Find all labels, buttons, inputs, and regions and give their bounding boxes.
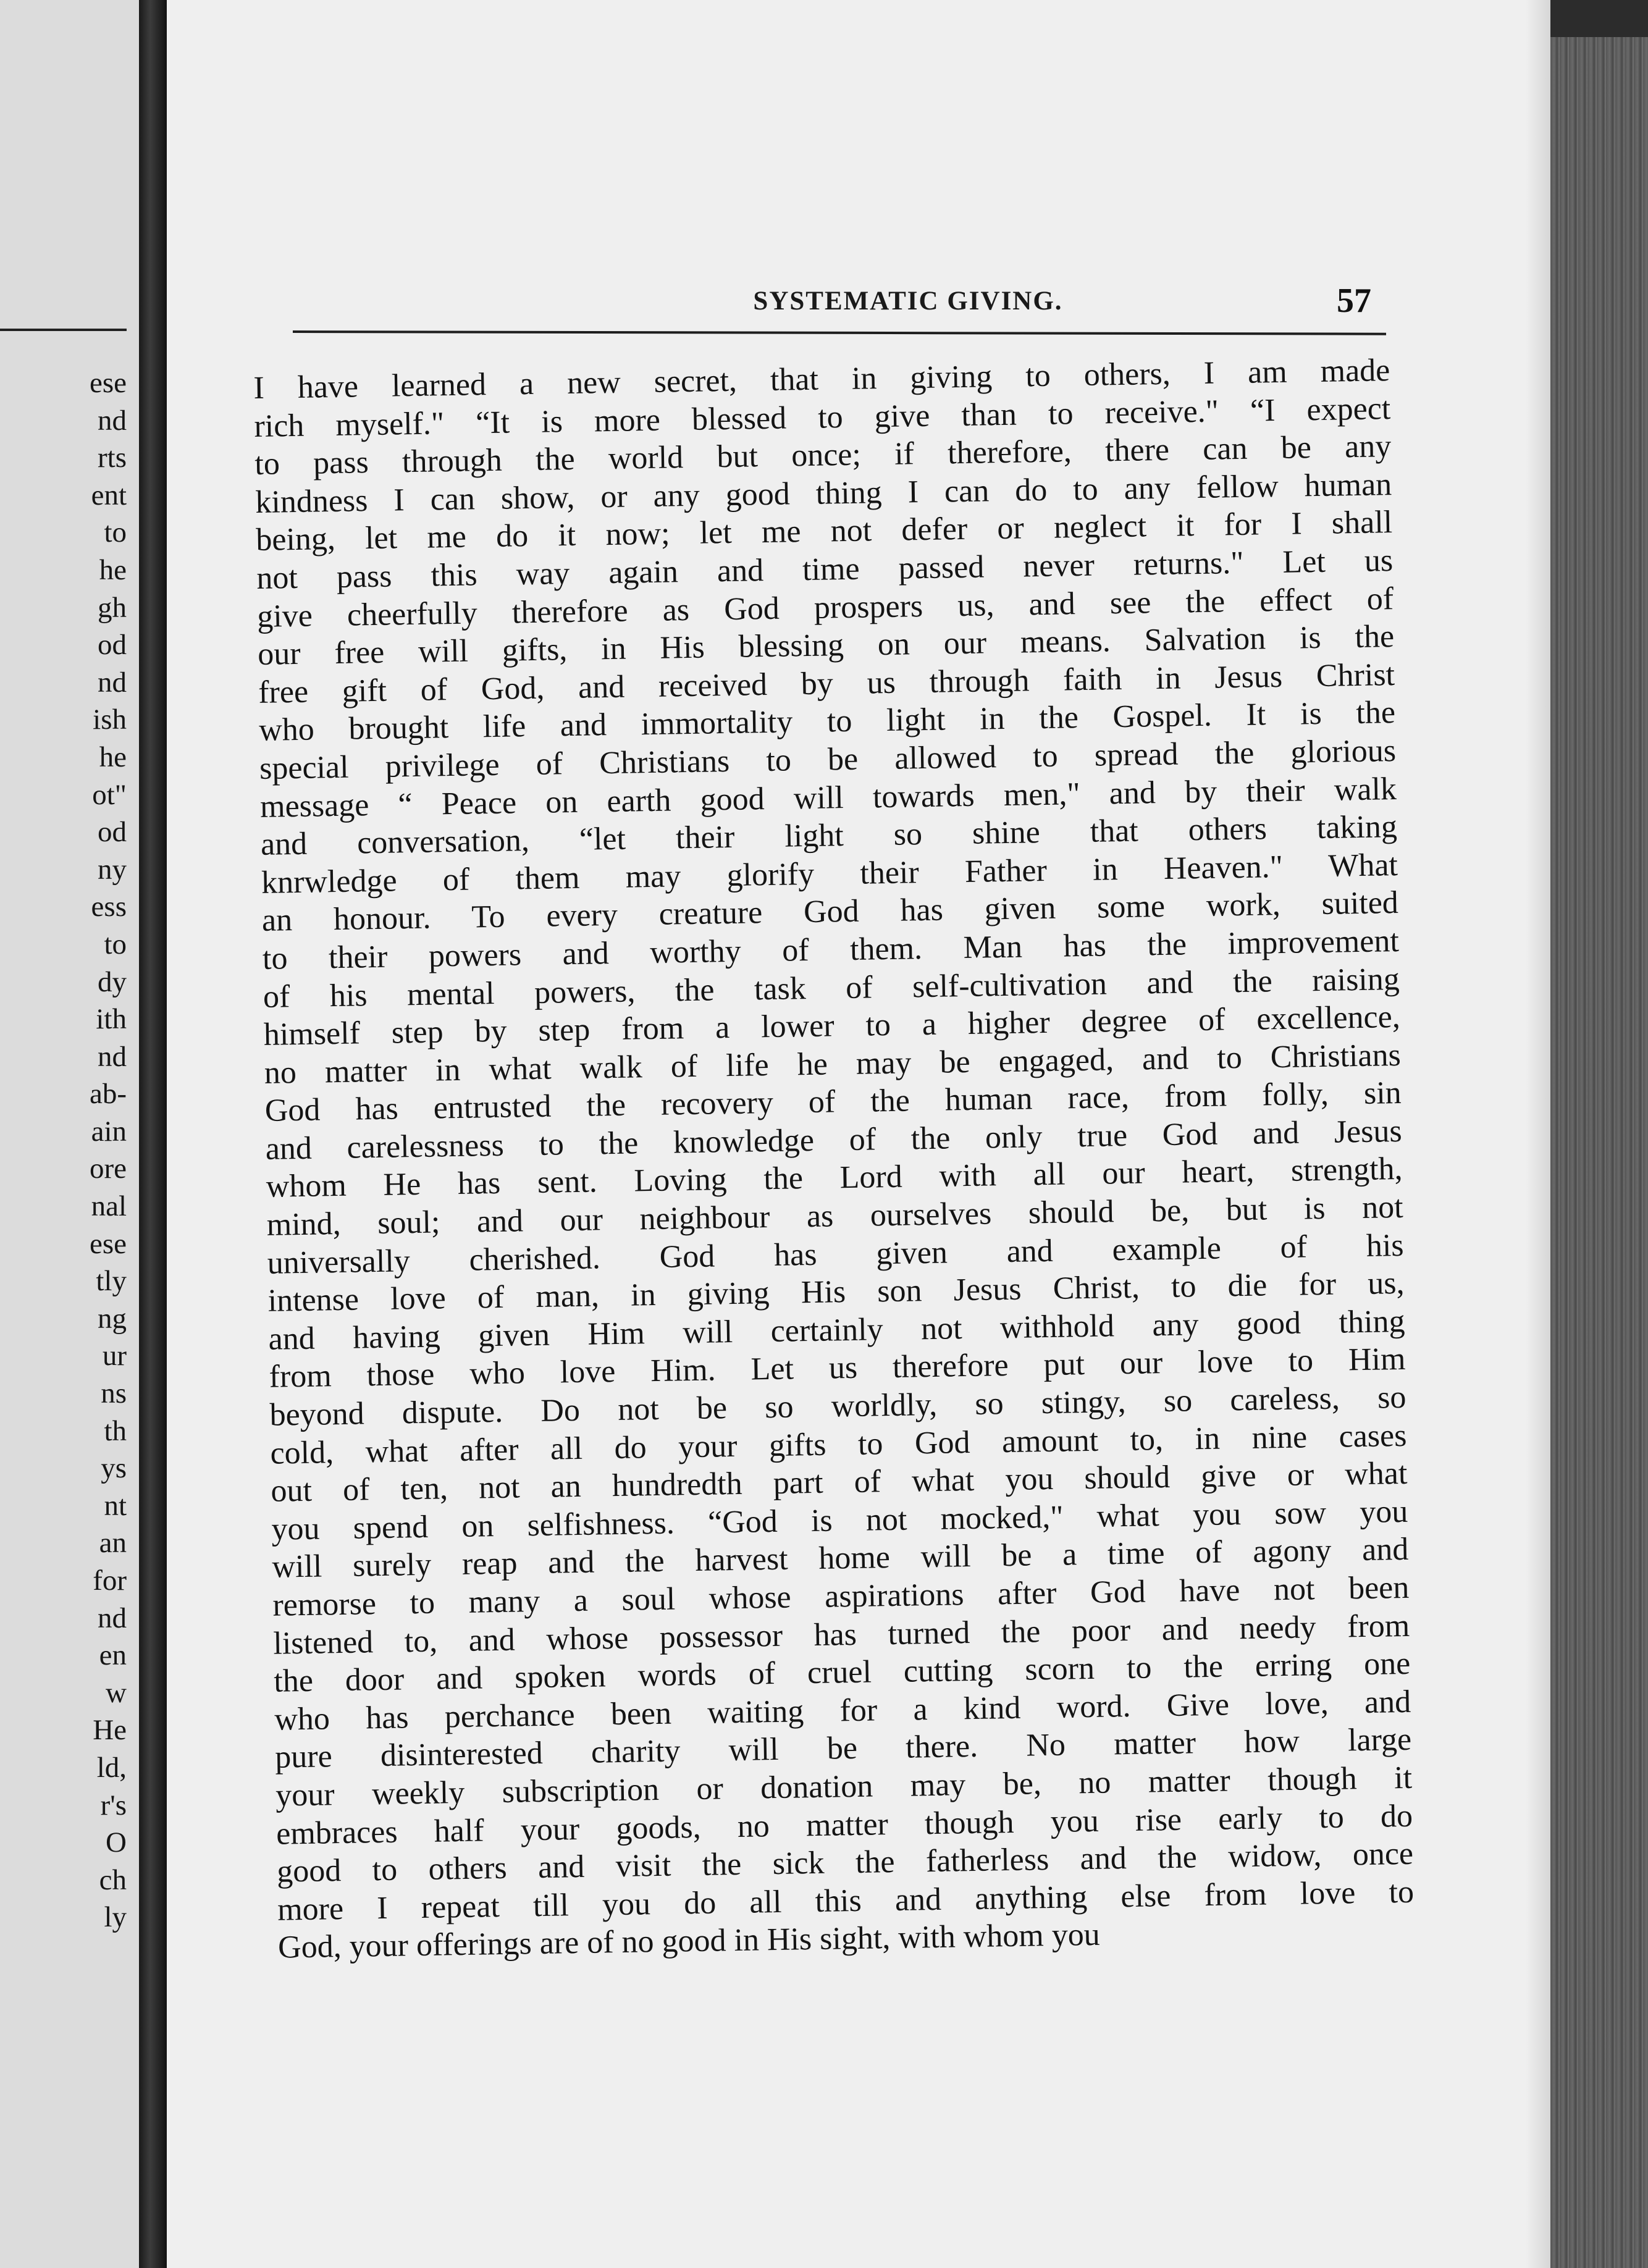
facing-page-fragment: he bbox=[99, 741, 127, 773]
facing-page-fragment: ese bbox=[89, 367, 127, 399]
page-number: 57 bbox=[1337, 282, 1371, 320]
text-line: I have learned a new secret, that in giving to others, I am made bbox=[253, 353, 1390, 406]
text-line: good to others and visit the sick the fatherless and the widow, once bbox=[276, 1836, 1414, 1889]
text-line: rich myself." “It is more blessed to give than to receive." “I expect bbox=[253, 390, 1391, 444]
facing-page-fragment: ny bbox=[98, 853, 127, 886]
text-line: free gift of God, and received by us through faith in Jesus Christ bbox=[258, 657, 1395, 710]
facing-page-fragment: ld, bbox=[96, 1751, 127, 1784]
text-line: not pass this way again and time passed never returns." Let us bbox=[256, 543, 1394, 596]
facing-page-fragment: ch bbox=[99, 1863, 127, 1896]
facing-page-fragment: He bbox=[93, 1714, 127, 1747]
text-line: to their powers and worthy of them. Man has the improvement bbox=[262, 923, 1400, 976]
facing-page-fragment: to bbox=[104, 516, 127, 549]
text-line: you spend on selfishness. “God is not mocked," what you sow you bbox=[271, 1493, 1408, 1547]
text-line: intense love of man, in giving His son Jesus Christ, to die for us, bbox=[267, 1266, 1405, 1319]
text-line: listened to, and whose possessor has turned the poor and needy from bbox=[272, 1608, 1410, 1661]
facing-page-fragment: tly bbox=[96, 1265, 127, 1298]
facing-page-fragment: ish bbox=[93, 704, 127, 736]
facing-page-fragment: rts bbox=[98, 442, 127, 474]
facing-page-fragment: ese bbox=[89, 1227, 127, 1260]
facing-page-fragment: O bbox=[106, 1826, 127, 1859]
facing-page-fragment: od bbox=[98, 816, 127, 849]
text-line: will surely reap and the harvest home will be a time of agony and bbox=[272, 1532, 1409, 1586]
facing-page-fragment: an bbox=[99, 1527, 127, 1560]
text-line: the door and spoken words of cruel cutting scorn to the erring one bbox=[273, 1646, 1411, 1699]
text-line: and having given Him will certainly not withhold any good thing bbox=[268, 1303, 1405, 1357]
book-gutter bbox=[139, 0, 167, 2268]
text-line: pure disinterested charity will be there. No matter how large bbox=[274, 1722, 1412, 1776]
text-line: and conversation, “let their light so shine that others taking bbox=[260, 809, 1398, 863]
text-line: knrwledge of them may glorify their Father in Heaven." What bbox=[261, 847, 1398, 901]
facing-page-fragment: ent bbox=[91, 479, 127, 511]
facing-page-fragment: he bbox=[99, 553, 127, 586]
facing-page-fragment: nt bbox=[104, 1489, 127, 1522]
facing-page-fragment: nd bbox=[98, 404, 127, 437]
facing-page-fragment: nal bbox=[91, 1190, 127, 1223]
text-line: out of ten, not an hundredth part of what you should give or what bbox=[271, 1456, 1408, 1509]
text-line: being, let me do it now; let me not defer or neglect it for I shall bbox=[255, 505, 1393, 558]
book-edge bbox=[1550, 37, 1648, 2268]
text-line: give cheerfully therefore as God prospers us, and see the effect of bbox=[256, 581, 1394, 634]
facing-page-fragment: ain bbox=[91, 1115, 127, 1148]
text-line: special privilege of Christians to be allowed to spread the glorious bbox=[259, 733, 1397, 786]
facing-page-fragment: nd bbox=[98, 1040, 127, 1073]
facing-page-fragment: ns bbox=[101, 1377, 127, 1410]
book-page bbox=[167, 0, 1550, 2268]
text-line: beyond dispute. Do not be so worldly, so stingy, so careless, so bbox=[269, 1379, 1406, 1433]
facing-page-fragment: ys bbox=[101, 1452, 127, 1485]
text-line: from those who love Him. Let us therefore put our love to Him bbox=[269, 1342, 1406, 1395]
facing-page-fragment: dy bbox=[98, 965, 127, 998]
text-line: your weekly subscription or donation may be, no matter though it bbox=[275, 1760, 1413, 1813]
text-line: of his mental powers, the task of self-cultivation and the raising bbox=[263, 961, 1400, 1015]
text-line: who has perchance been waiting for a kind word. Give love, and bbox=[274, 1684, 1411, 1737]
facing-page-fragment: ur bbox=[102, 1340, 127, 1372]
text-line: himself step by step from a lower to a higher degree of excellence, bbox=[263, 999, 1401, 1052]
text-line: God, your offerings are of no good in His sight, with whom you bbox=[277, 1917, 1101, 1966]
facing-page-fragment: to bbox=[104, 928, 127, 960]
header-rule bbox=[293, 330, 1386, 335]
facing-page-fragment: ot" bbox=[92, 778, 127, 811]
page-fold-shadow bbox=[1526, 0, 1550, 2268]
facing-page-fragment: for bbox=[93, 1564, 127, 1597]
text-line: message “ Peace on earth good will towards men," and by their walk bbox=[259, 771, 1397, 825]
text-line: whom He has sent. Loving the Lord with all our heart, strength, bbox=[266, 1151, 1403, 1205]
running-title: SYSTEMATIC GIVING. bbox=[753, 287, 1063, 316]
facing-page-fragment: th bbox=[104, 1414, 127, 1447]
text-line: universally cherished. God has given and example of his bbox=[267, 1227, 1404, 1281]
facing-page-edge bbox=[0, 0, 139, 2268]
running-head bbox=[167, 281, 1550, 324]
text-line: God has entrusted the recovery of the human race, from folly, sin bbox=[264, 1075, 1402, 1129]
facing-page-fragment: ess bbox=[91, 891, 127, 923]
facing-page-fragment: en bbox=[99, 1639, 127, 1672]
facing-page-fragment: ore bbox=[89, 1153, 127, 1185]
text-line: no matter in what walk of life he may be engaged, and to Christians bbox=[264, 1037, 1402, 1091]
text-line: an honour. To every creature God has given some work, suited bbox=[261, 885, 1399, 939]
facing-page-fragment: ab- bbox=[89, 1078, 127, 1111]
body-text bbox=[253, 351, 1415, 1967]
text-line: who brought life and immortality to light in the Gospel. It is the bbox=[258, 695, 1396, 749]
facing-page-fragment: od bbox=[98, 629, 127, 662]
text-line: cold, what after all do your gifts to God amount to, in nine cases bbox=[270, 1418, 1407, 1471]
facing-page-fragment: gh bbox=[98, 591, 127, 624]
facing-page-fragment: nd bbox=[98, 1602, 127, 1634]
facing-page-fragment: ly bbox=[104, 1901, 127, 1934]
facing-page-fragment: ng bbox=[98, 1302, 127, 1335]
text-line: kindness I can show, or any good thing I can do to any fellow human bbox=[254, 466, 1392, 520]
facing-page-text-fragments bbox=[0, 364, 127, 1936]
facing-page-fragment: w bbox=[106, 1676, 127, 1709]
text-line: to pass through the world but once; if therefore, there can be any bbox=[254, 429, 1392, 482]
text-line: mind, soul; and our neighbour as ourselves should be, but is not bbox=[266, 1189, 1403, 1243]
facing-page-fragment: ith bbox=[96, 1003, 127, 1036]
text-line: remorse to many a soul whose aspirations after God have not been bbox=[272, 1569, 1410, 1623]
facing-page-fragment: nd bbox=[98, 666, 127, 699]
facing-page-fragment: r's bbox=[100, 1789, 127, 1821]
facing-page-rule bbox=[0, 329, 127, 331]
text-line: our free will gifts, in His blessing on our means. Salvation is the bbox=[257, 619, 1395, 673]
text-line: and carelessness to the knowledge of the only true God and Jesus bbox=[265, 1113, 1403, 1167]
text-line: more I repeat till you do all this and anything else from love to bbox=[277, 1874, 1415, 1928]
text-line: embraces half your goods, no matter though you rise early to do bbox=[275, 1798, 1413, 1852]
